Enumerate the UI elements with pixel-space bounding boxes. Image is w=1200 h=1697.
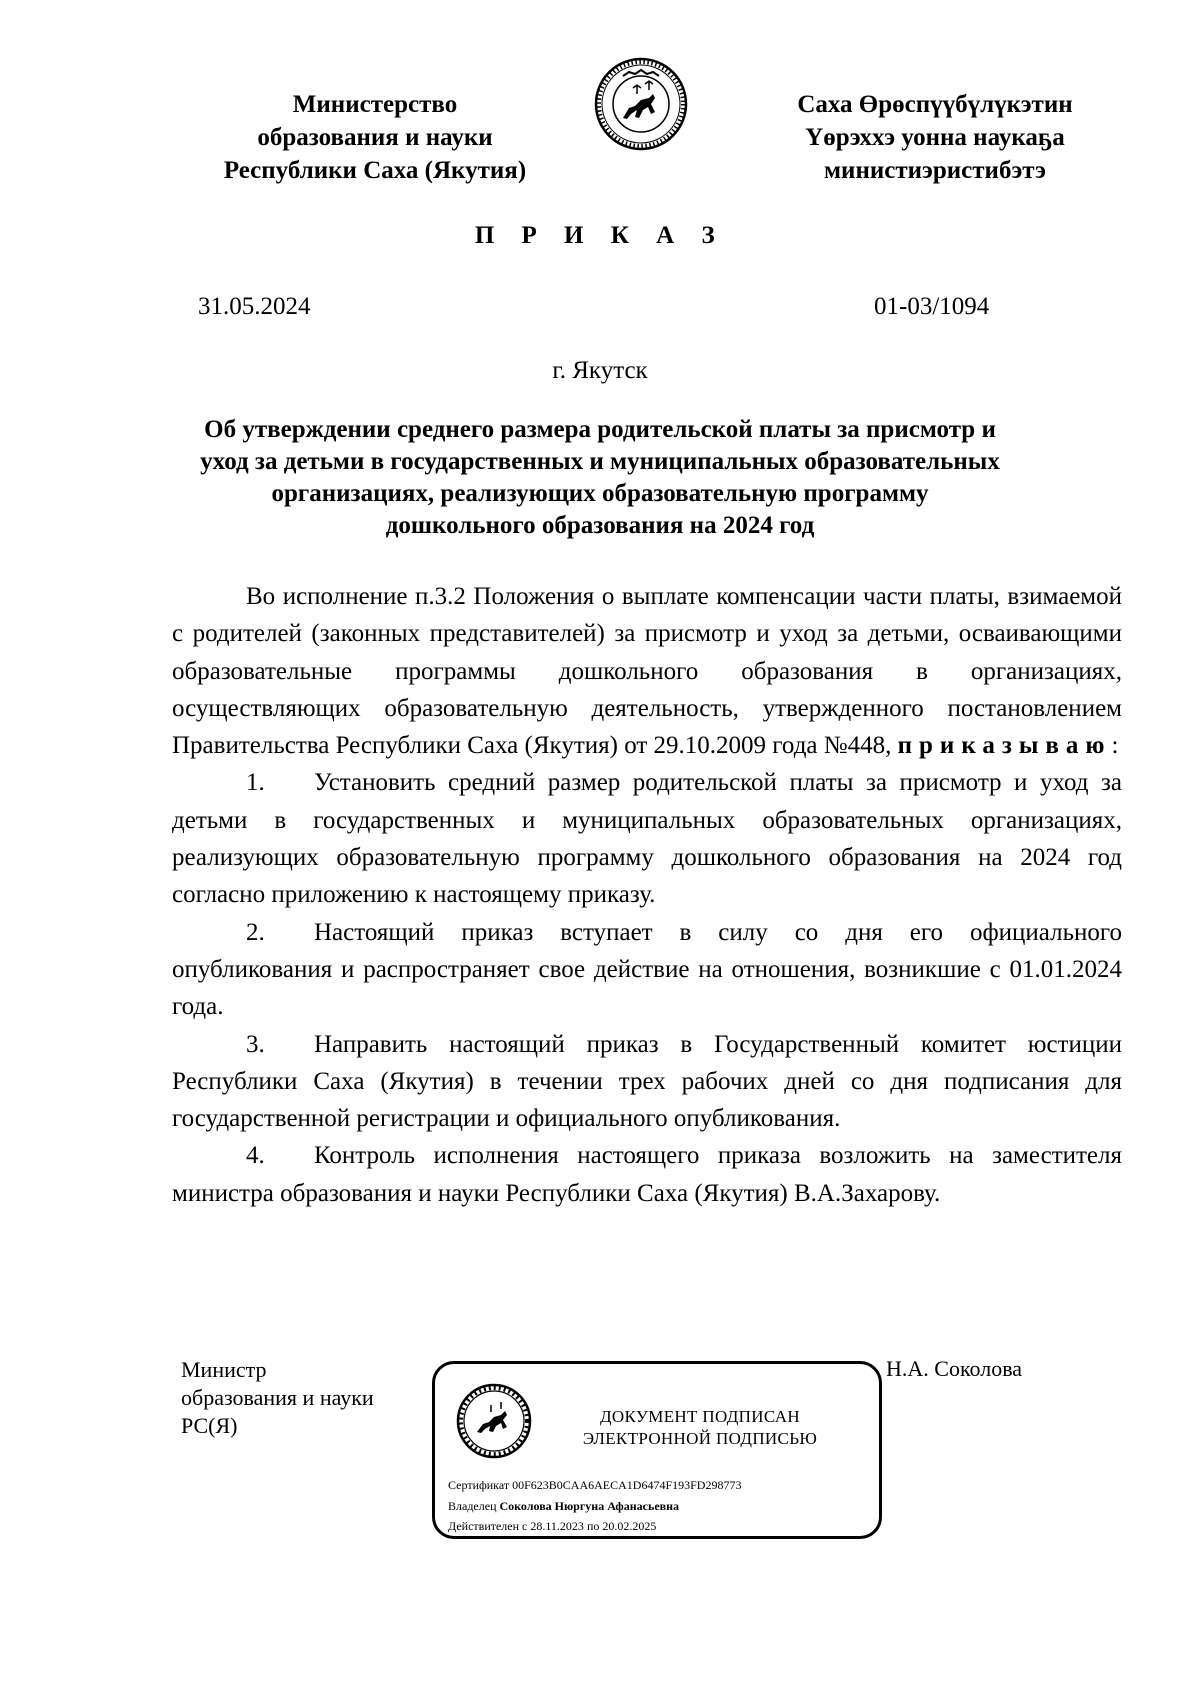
city: г. Якутск xyxy=(552,357,648,384)
order-number: 01-03/1094 xyxy=(874,293,990,320)
ministry-name-line: Министерство xyxy=(292,91,458,118)
item-number: 4. xyxy=(246,1142,265,1170)
electronic-signature-stamp xyxy=(432,1361,882,1539)
certificate-value: 00F623B0CAA6AECA1D6474F193FD298773 xyxy=(512,1478,742,1492)
order-date: 31.05.2024 xyxy=(198,293,311,320)
order-item xyxy=(172,1026,1122,1138)
validity-label: Действителен xyxy=(448,1519,520,1533)
order-item xyxy=(172,914,1122,1026)
certificate-line xyxy=(448,1478,741,1493)
item-number: 3. xyxy=(246,1030,265,1058)
order-word-suffix: : xyxy=(1111,732,1119,760)
valid-to-label: по xyxy=(586,1519,600,1533)
position-line: РС(Я) xyxy=(181,1413,238,1438)
subject-line: уход за детьми в государственных и муниципальных образовательных xyxy=(200,448,1000,475)
item-text: Направить настоящий приказ в Государственный комитет юстиции Республики Саха (Якутия) в течении трех рабочих дней со дня подписания для государственной регистрации и официального опубликования. xyxy=(172,1030,1122,1133)
coat-of-arms-emblem xyxy=(593,56,689,152)
certificate-label: Сертификат xyxy=(448,1478,510,1492)
signatory-name: Н.А. Соколова xyxy=(886,1356,1023,1381)
stamp-title-line: ДОКУМЕНТ ПОДПИСАН xyxy=(599,1407,800,1426)
validity-line xyxy=(448,1519,656,1534)
item-number: 2. xyxy=(246,918,265,946)
stamp-title-line: ЭЛЕКТРОННОЙ ПОДПИСЬЮ xyxy=(582,1429,818,1448)
preamble-paragraph xyxy=(172,578,1122,764)
ministry-name-line: министиэристибэтэ xyxy=(824,157,1046,184)
order-subject xyxy=(170,414,1030,542)
order-item xyxy=(172,1137,1122,1212)
order-word: приказываю xyxy=(897,732,1112,760)
valid-from-date: 28.11.2023 xyxy=(530,1519,584,1533)
ministry-name-line: образования и науки xyxy=(257,124,493,151)
item-text: Установить средний размер родительской платы за присмотр и уход за детьми в государственных и муниципальных образовательных организациях, реализующих образовательную программу дошкольного образования на 2024 год согласно приложению к настоящему приказу. xyxy=(172,769,1122,909)
subject-line: дошкольного образования на 2024 год xyxy=(385,512,815,539)
ministry-name-line: Саха Өрөспүүбүлүкэтин xyxy=(797,91,1073,118)
stamp-emblem-icon xyxy=(455,1382,533,1460)
valid-from-label: с xyxy=(522,1519,528,1533)
subject-line: организациях, реализующих образовательную программу xyxy=(271,480,929,507)
ministry-name-russian xyxy=(175,88,575,187)
position-line: образования и науки xyxy=(181,1385,374,1410)
order-item xyxy=(172,764,1122,913)
owner-value: Соколова Нюргуна Афанасьевна xyxy=(499,1499,680,1513)
owner-label: Владелец xyxy=(448,1499,497,1513)
item-number: 1. xyxy=(246,769,265,797)
preamble-text: Во исполнение п.3.2 Положения о выплате компенсации части платы, взимаемой с родителей (законных представителей) за присмотр и уход за детьми, осваивающими образовательные программы дошкольного образования в организациях, осуществляющих образовательную деятельность, утвержденного постановлением Правительства Республики Саха (Якутия) от 29.10.2009 года №448, xyxy=(172,583,1122,760)
document-title: П Р И К А З xyxy=(474,222,726,249)
ministry-name-sakha xyxy=(745,88,1125,187)
signatory-position xyxy=(181,1356,374,1440)
subject-line: Об утверждении среднего размера родительской платы за присмотр и xyxy=(204,416,996,443)
owner-line xyxy=(448,1499,679,1514)
item-text: Настоящий приказ вступает в силу со дня его официального опубликования и распространяет свое действие на отношения, возникшие с 01.01.2024 года. xyxy=(172,918,1122,1021)
order-body xyxy=(172,578,1122,1212)
valid-to-date: 20.02.2025 xyxy=(602,1519,657,1533)
stamp-title xyxy=(540,1406,860,1450)
item-text: Контроль исполнения настоящего приказа возложить на заместителя министра образования и науки Республики Саха (Якутия) В.А.Захарову. xyxy=(172,1142,1122,1207)
ministry-name-line: Үөрэххэ уонна наукаҕа xyxy=(805,124,1065,151)
ministry-name-line: Республики Саха (Якутия) xyxy=(223,157,527,184)
position-line: Министр xyxy=(181,1357,267,1382)
